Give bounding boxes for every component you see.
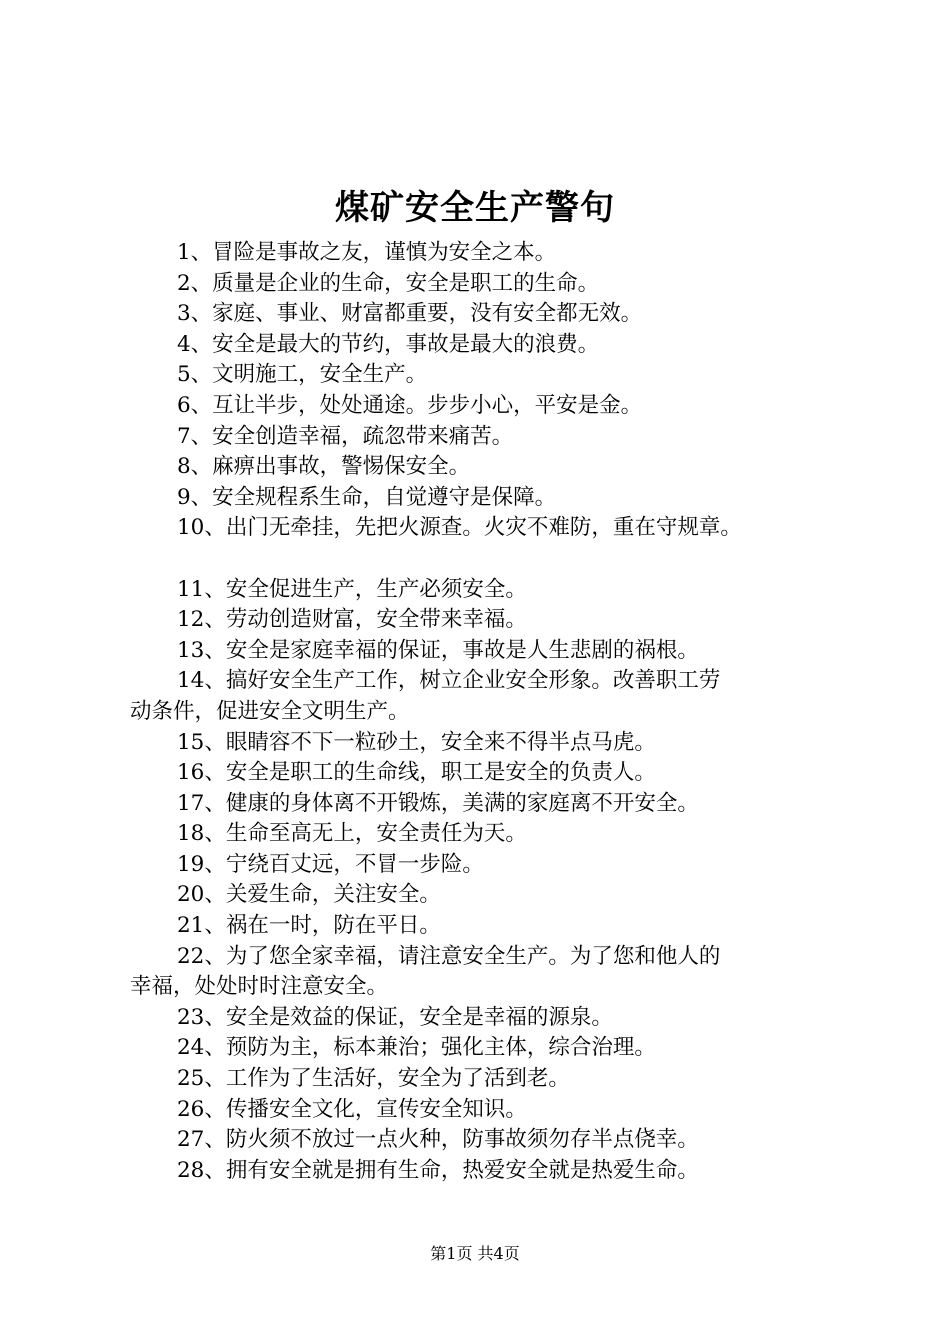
text-line: 11、安全促进生产，生产必须安全。 bbox=[177, 576, 527, 602]
text-line: 3、家庭、事业、财富都重要，没有安全都无效。 bbox=[177, 301, 643, 327]
text-line: 20、关爱生命，关注安全。 bbox=[177, 882, 441, 908]
text-line: 15、眼睛容不下一粒砂土，安全来不得半点马虎。 bbox=[177, 729, 656, 755]
text-line: 22、为了您全家幸福，请注意安全生产。为了您和他人的 bbox=[177, 943, 721, 969]
text-line: 5、文明施工，安全生产。 bbox=[177, 362, 428, 388]
text-line: 1、冒险是事故之友，谨慎为安全之本。 bbox=[177, 240, 557, 265]
text-line: 28、拥有安全就是拥有生命，热爱安全就是热爱生命。 bbox=[177, 1157, 699, 1183]
text-line: 18、生命至高无上，安全责任为天。 bbox=[177, 821, 527, 847]
text-line: 12、劳动创造财富，安全带来幸福。 bbox=[177, 607, 527, 633]
text-line: 8、麻痹出事故，警惕保安全。 bbox=[177, 454, 471, 480]
text-line: 19、宁绕百丈远，不冒一步险。 bbox=[177, 851, 484, 877]
text-line: 2、质量是企业的生命，安全是职工的生命。 bbox=[177, 270, 600, 296]
text-line: 17、健康的身体离不开锻炼，美满的家庭离不开安全。 bbox=[177, 790, 699, 816]
text-line: 27、防火须不放过一点火种，防事故须勿存半点侥幸。 bbox=[177, 1127, 699, 1153]
text-line: 7、安全创造幸福，疏忽带来痛苦。 bbox=[177, 423, 514, 449]
text-line: 13、安全是家庭幸福的保证，事故是人生悲剧的祸根。 bbox=[177, 637, 699, 663]
text-line: 26、传播安全文化，宣传安全知识。 bbox=[177, 1096, 527, 1122]
document-title: 煤矿安全生产警句 bbox=[335, 188, 615, 228]
document-body bbox=[130, 238, 850, 1186]
text-line: 10、出门无牵挂，先把火源查。火灾不难防，重在守规章。 bbox=[177, 515, 742, 541]
page-footer: 第1页 共4页 bbox=[430, 1244, 520, 1263]
text-line: 25、工作为了生活好，安全为了活到老。 bbox=[177, 1066, 570, 1092]
text-line: 6、互让半步，处处通途。步步小心，平安是金。 bbox=[177, 392, 643, 418]
text-line: 21、祸在一时，防在平日。 bbox=[177, 913, 441, 939]
blank-line bbox=[130, 544, 850, 575]
text-line: 24、预防为主，标本兼治；强化主体，综合治理。 bbox=[177, 1035, 656, 1061]
text-line-continuation: 幸福，处处时时注意安全。 bbox=[130, 974, 389, 1000]
text-line: 16、安全是职工的生命线，职工是安全的负责人。 bbox=[177, 760, 656, 786]
text-line: 4、安全是最大的节约，事故是最大的浪费。 bbox=[177, 331, 600, 357]
text-line: 14、搞好安全生产工作，树立企业安全形象。改善职工劳 bbox=[177, 668, 721, 694]
text-line-continuation: 动条件，促进安全文明生产。 bbox=[130, 698, 410, 724]
text-line: 9、安全规程系生命，自觉遵守是保障。 bbox=[177, 484, 557, 510]
text-line: 23、安全是效益的保证，安全是幸福的源泉。 bbox=[177, 1004, 613, 1030]
